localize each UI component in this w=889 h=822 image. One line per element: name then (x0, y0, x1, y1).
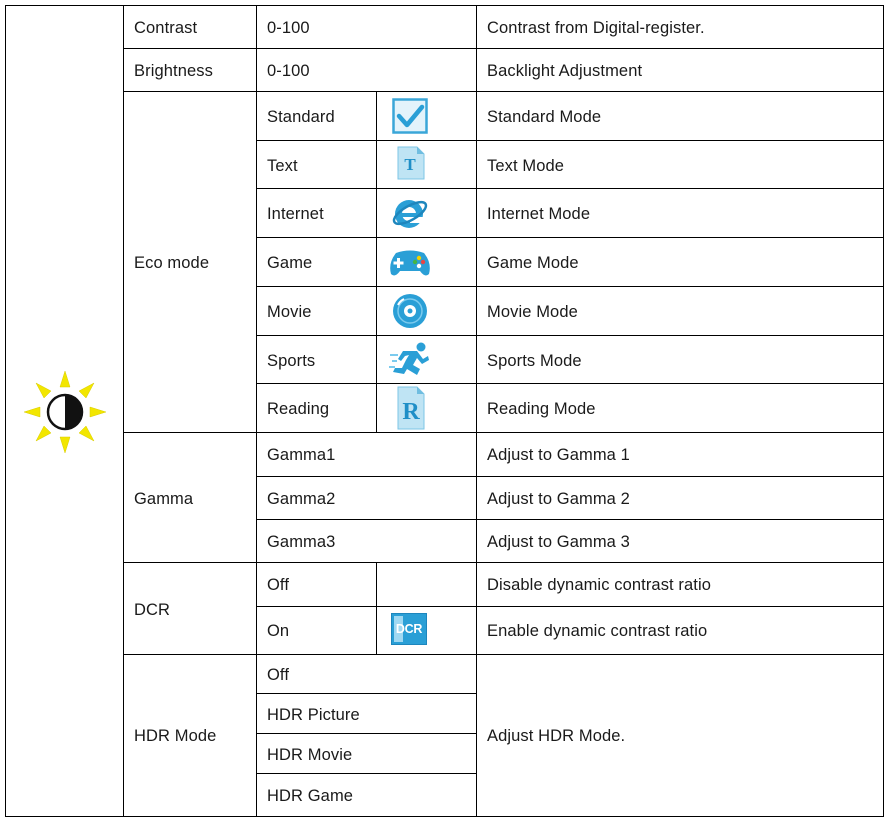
runner-icon (389, 341, 431, 377)
dcr-off-description: Disable dynamic contrast ratio (487, 576, 712, 594)
hdr-option-game: HDR Game (267, 787, 354, 805)
eco-option-text: Text (267, 157, 298, 175)
dcr-on-description: Enable dynamic contrast ratio (487, 622, 708, 640)
gamepad-icon (388, 247, 432, 279)
dcr-option-on: On (267, 622, 290, 640)
text-t-icon (397, 146, 425, 180)
brightness-label: Brightness (134, 62, 213, 80)
hdr-option-movie: HDR Movie (267, 746, 353, 764)
hdr-mode-label: HDR Mode (134, 727, 217, 745)
eco-option-movie: Movie (267, 303, 312, 321)
brightness-range: 0-100 (267, 62, 310, 80)
gamma-option-3: Gamma3 (267, 533, 336, 551)
standard-description: Standard Mode (487, 108, 602, 126)
contrast-range: 0-100 (267, 19, 310, 37)
eco-option-internet: Internet (267, 205, 324, 223)
disc-icon (392, 293, 428, 329)
gamma-1-description: Adjust to Gamma 1 (487, 446, 630, 464)
contrast-description: Contrast from Digital-register. (487, 19, 705, 37)
svg-text:T: T (404, 155, 416, 174)
game-description: Game Mode (487, 254, 579, 272)
gamma-option-2: Gamma2 (267, 490, 336, 508)
hdr-option-off: Off (267, 666, 290, 684)
reading-r-icon (397, 386, 425, 430)
svg-text:R: R (402, 399, 420, 425)
internet-e-icon (391, 193, 429, 233)
eco-mode-label: Eco mode (134, 254, 210, 272)
hdr-mode-description: Adjust HDR Mode. (487, 727, 626, 745)
dcr-icon-text: DCR (395, 622, 423, 636)
hdr-option-picture: HDR Picture (267, 706, 360, 724)
gamma-option-1: Gamma1 (267, 446, 336, 464)
gamma-label: Gamma (134, 490, 194, 508)
eco-option-standard: Standard (267, 108, 335, 126)
eco-option-reading: Reading (267, 400, 330, 418)
dcr-option-off: Off (267, 576, 290, 594)
gamma-2-description: Adjust to Gamma 2 (487, 490, 630, 508)
eco-option-game: Game (267, 254, 313, 272)
sports-description: Sports Mode (487, 352, 582, 370)
text-description: Text Mode (487, 157, 565, 175)
eco-option-sports: Sports (267, 352, 316, 370)
dcr-label: DCR (134, 601, 171, 619)
dcr-icon (391, 613, 427, 645)
gamma-3-description: Adjust to Gamma 3 (487, 533, 630, 551)
internet-description: Internet Mode (487, 205, 591, 223)
brightness-description: Backlight Adjustment (487, 62, 643, 80)
standard-check-icon (392, 98, 428, 134)
reading-description: Reading Mode (487, 400, 596, 418)
movie-description: Movie Mode (487, 303, 578, 321)
contrast-label: Contrast (134, 19, 198, 37)
brightness-sun-icon (22, 369, 108, 455)
